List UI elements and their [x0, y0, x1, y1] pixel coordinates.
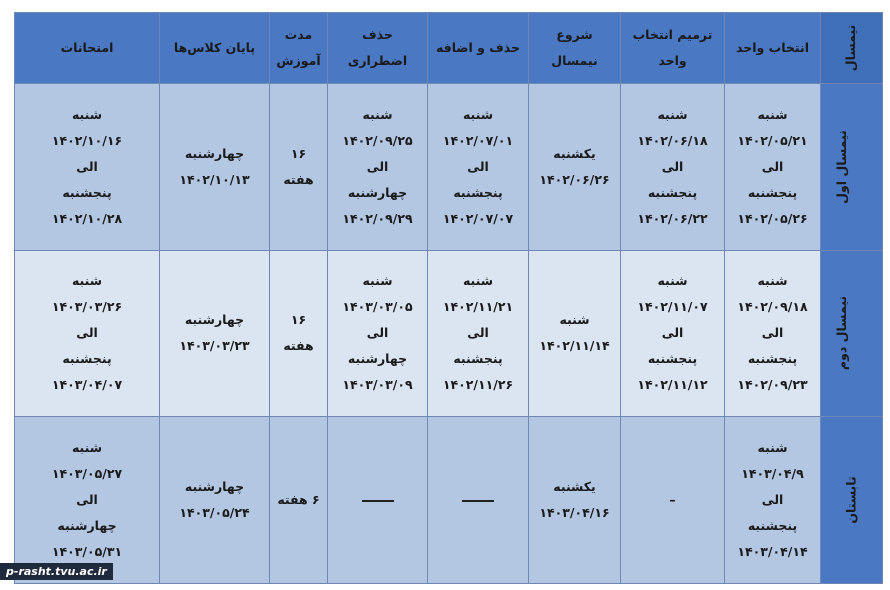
cell-line: ۱۴۰۳/۰۳/۰۵ — [342, 299, 413, 315]
cell-line: پنجشنبه — [747, 518, 798, 534]
header-semester — [821, 13, 883, 84]
cell-line: ۱۴۰۲/۱۱/۲۶ — [442, 377, 514, 393]
cell-line: شنبه — [362, 273, 393, 289]
cell-line: شنبه — [757, 440, 788, 456]
cell-line: یکشنبه — [553, 479, 596, 495]
cell-line: شنبه — [71, 440, 103, 456]
cell-line: ۱۴۰۳/۰۴/۰۷ — [51, 377, 123, 393]
cell-exams — [15, 84, 160, 251]
empty-dash — [462, 500, 494, 502]
cell-line: شنبه — [71, 273, 103, 289]
site-watermark: p-rasht.tvu.ac.ir — [0, 563, 113, 580]
cell-line: چهارشنبه — [184, 145, 245, 161]
cell-line: الی — [366, 158, 389, 174]
cell-emergency — [328, 84, 428, 251]
cell-enroll — [725, 417, 821, 584]
cell-line: شنبه — [757, 273, 788, 289]
cell-line: الی — [76, 325, 98, 341]
cell-duration — [270, 84, 328, 251]
cell-line: الی — [761, 325, 784, 341]
cell-adddrop — [428, 417, 529, 584]
cell-line: ۱۴۰۲/۰۷/۰۷ — [442, 210, 514, 226]
cell-line: هفته — [283, 171, 314, 187]
cell-classend — [160, 417, 270, 584]
cell-line: ۱۴۰۲/۰۶/۲۶ — [539, 171, 610, 187]
header-enroll — [725, 13, 821, 84]
cell-line: الی — [761, 492, 784, 508]
cell-classend — [160, 250, 270, 417]
cell-line: الی — [467, 325, 489, 341]
cell-line: شنبه — [462, 273, 494, 289]
header-adddrop — [428, 13, 529, 84]
cell-line: ۱۴۰۲/۱۱/۱۴ — [539, 338, 610, 354]
cell-repair — [621, 84, 725, 251]
cell-line: پنجشنبه — [453, 351, 503, 367]
header-start-line2: نیمسال — [551, 53, 598, 68]
cell-line: ۱۴۰۲/۰۹/۲۵ — [342, 132, 413, 148]
cell-line: شنبه — [757, 106, 788, 122]
cell-line: ۱۶ — [290, 312, 307, 328]
cell-line: الی — [76, 158, 98, 174]
cell-line: ۱۴۰۲/۱۱/۱۲ — [637, 377, 708, 393]
cell-line: شنبه — [462, 106, 494, 122]
cell-line: پنجشنبه — [647, 351, 698, 367]
cell-line: شنبه — [71, 106, 103, 122]
cell-line: شنبه — [362, 106, 393, 122]
cell-line: الی — [76, 492, 98, 508]
cell-line: ۱۴۰۳/۰۴/۹ — [741, 466, 804, 482]
empty-dash — [362, 500, 394, 502]
header-semester-label: نیمسال — [843, 24, 859, 72]
cell-line: ۱۴۰۲/۱۱/۰۷ — [637, 299, 708, 315]
cell-exams — [15, 417, 160, 584]
header-classend-label: پایان کلاس‌ها — [173, 40, 256, 55]
table-row — [15, 84, 883, 251]
cell-line: الی — [467, 158, 489, 174]
semester-name — [821, 417, 883, 584]
cell-line: ۱۴۰۲/۰۵/۲۱ — [737, 132, 808, 148]
semester-name-label: نیمسال دوم — [833, 296, 849, 371]
cell-duration — [270, 417, 328, 584]
cell-line: چهارشنبه — [347, 184, 408, 200]
semester-name — [821, 84, 883, 251]
header-repair — [621, 13, 725, 84]
cell-line: ۱۶ — [290, 145, 307, 161]
cell-line: الی — [366, 325, 389, 341]
header-emergency — [328, 13, 428, 84]
header-row — [15, 13, 883, 84]
cell-adddrop — [428, 250, 529, 417]
cell-line: یکشنبه — [553, 145, 596, 161]
cell-line: ۱۴۰۳/۰۵/۳۱ — [51, 544, 123, 560]
cell-line: ۱۴۰۲/۰۷/۰۱ — [442, 132, 514, 148]
cell-line: پنجشنبه — [62, 351, 112, 367]
header-start — [529, 13, 621, 84]
cell-line: ۱۴۰۳/۰۳/۲۳ — [179, 338, 250, 354]
header-exams-label: امتحانات — [60, 40, 114, 55]
header-classend — [160, 13, 270, 84]
cell-line: ۱۴۰۲/۱۰/۱۳ — [179, 171, 250, 187]
header-repair-line2: واحد — [658, 53, 687, 68]
cell-line: ۱۴۰۲/۰۹/۱۸ — [737, 299, 808, 315]
cell-repair — [621, 250, 725, 417]
header-duration-line2: آموزش — [276, 53, 321, 68]
calendar-table — [14, 12, 883, 584]
cell-line: الی — [661, 158, 684, 174]
header-start-line1: شروع — [556, 27, 593, 42]
cell-line: ۱۴۰۲/۱۰/۱۶ — [51, 132, 123, 148]
cell-line: ۱۴۰۲/۱۱/۲۱ — [442, 299, 514, 315]
cell-line: ۶ هفته — [277, 492, 320, 508]
cell-line: ۱۴۰۲/۰۶/۲۲ — [637, 210, 708, 226]
cell-line: ۱۴۰۳/۰۳/۰۹ — [342, 377, 413, 393]
cell-line: ۱۴۰۲/۱۰/۲۸ — [51, 210, 123, 226]
cell-line: ۱۴۰۳/۰۴/۱۶ — [539, 505, 610, 521]
cell-line: چهارشنبه — [347, 351, 408, 367]
cell-line: ۱۴۰۳/۰۵/۲۴ — [179, 505, 250, 521]
semester-name-label: نیمسال اول — [834, 129, 850, 204]
cell-line: ۱۴۰۲/۰۹/۲۹ — [342, 210, 413, 226]
cell-start — [529, 84, 621, 251]
cell-line: ۱۴۰۳/۰۳/۲۶ — [51, 299, 123, 315]
cell-emergency — [328, 250, 428, 417]
cell-dash: – — [669, 492, 676, 508]
cell-line: چهارشنبه — [57, 518, 117, 534]
header-repair-line1: ترمیم انتخاب — [632, 27, 713, 42]
cell-line: پنجشنبه — [747, 184, 798, 200]
cell-line: ۱۴۰۳/۰۵/۲۷ — [51, 466, 123, 482]
cell-line: شنبه — [657, 106, 688, 122]
cell-duration — [270, 250, 328, 417]
cell-line: شنبه — [657, 273, 688, 289]
cell-line: پنجشنبه — [453, 184, 503, 200]
cell-adddrop — [428, 84, 529, 251]
cell-line: ۱۴۰۲/۰۶/۱۸ — [637, 132, 708, 148]
cell-line: هفته — [283, 338, 314, 354]
header-emergency-line1: حذف — [362, 27, 393, 42]
cell-line: شنبه — [559, 312, 590, 328]
cell-emergency — [328, 417, 428, 584]
header-adddrop-label: حذف و اضافه — [435, 40, 521, 55]
cell-exams — [15, 250, 160, 417]
cell-line: ۱۴۰۲/۰۹/۲۳ — [737, 377, 808, 393]
academic-calendar — [14, 12, 882, 584]
cell-line: پنجشنبه — [647, 184, 698, 200]
cell-line: چهارشنبه — [184, 312, 245, 328]
header-duration-line1: مدت — [284, 27, 313, 42]
cell-line: پنجشنبه — [747, 351, 798, 367]
table-row — [15, 417, 883, 584]
semester-name — [821, 250, 883, 417]
table-row — [15, 250, 883, 417]
cell-line: ۱۴۰۳/۰۴/۱۴ — [737, 544, 808, 560]
cell-line: چهارشنبه — [184, 479, 245, 495]
semester-name-label: تابستان — [843, 476, 859, 524]
cell-classend — [160, 84, 270, 251]
header-duration — [270, 13, 328, 84]
cell-repair — [621, 417, 725, 584]
cell-line: الی — [761, 158, 784, 174]
cell-line: ۱۴۰۲/۰۵/۲۶ — [737, 210, 808, 226]
cell-start — [529, 250, 621, 417]
cell-start — [529, 417, 621, 584]
cell-line: الی — [661, 325, 684, 341]
header-enroll-label: انتخاب واحد — [736, 40, 809, 55]
cell-line: پنجشنبه — [62, 184, 112, 200]
header-exams — [15, 13, 160, 84]
header-emergency-line2: اضطراری — [347, 53, 408, 68]
